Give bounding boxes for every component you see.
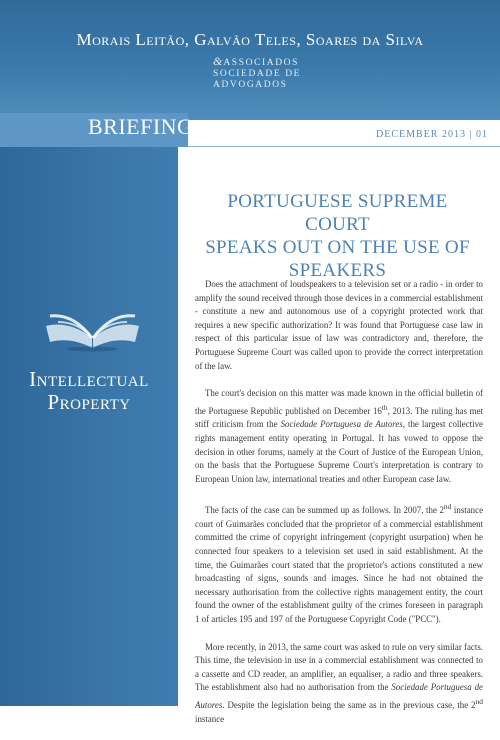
p2-text-c: , the largest collective rights management entity operating in Portugal. It has vowed to oppose the decision in other forums, namely at the Court of Justice of the European Union, on the basis that the Portuguese Supreme Court's interpretation is contrary to European Union law, international treaties and other European case law. bbox=[195, 419, 483, 484]
article-body bbox=[195, 278, 483, 740]
date-separator: | bbox=[469, 129, 473, 140]
p3-text-b: instance court of Guimarães concluded that the proprietor of a commercial establishment committed the crime of copyright infringement (copyright usurpation) when he connected four speakers to a television set used in said establishment. At the time, the Guimarães court stated that the proprietor's actions constituted a new broadcasting of signs, sounds and images. Since he had not obtained the necessary authorisation from the collective rights management entity, the court found the owner of the establishment guilty of the crimes foreseen in paragraph 1 of articles 195 and 197 of the Portuguese Copyright Code ("PCC"). bbox=[195, 505, 484, 624]
date-text: DECEMBER 2013 bbox=[376, 129, 466, 140]
topic-heading bbox=[0, 368, 178, 414]
associados-label: ASSOCIADOS bbox=[223, 58, 299, 68]
topic-line-2: Property bbox=[47, 390, 131, 414]
paragraph-3 bbox=[195, 500, 483, 626]
p2-italic: Sociedade Portuguesa de Autores bbox=[280, 419, 403, 430]
p2-text-b: , 2013. The ruling has met stiff criticism from the bbox=[195, 405, 483, 430]
ampersand: & bbox=[213, 54, 223, 68]
p4-sup: nd bbox=[475, 696, 483, 706]
briefing-divider bbox=[188, 146, 500, 147]
p3-sup: nd bbox=[443, 502, 452, 512]
topic-line-1: Intellectual bbox=[29, 367, 149, 391]
sidebar bbox=[0, 147, 178, 706]
p3-text-a: The facts of the case can be summed up as follows. In 2007, the 2 bbox=[205, 505, 444, 516]
paragraph-2 bbox=[195, 387, 483, 486]
title-line-1: PORTUGUESE SUPREME COURT bbox=[227, 191, 448, 235]
issue-number: 01 bbox=[476, 129, 488, 140]
p2-sup: th bbox=[381, 402, 388, 412]
title-line-3: SPEAKERS bbox=[288, 260, 387, 281]
paragraph-4 bbox=[195, 641, 483, 727]
firm-subtitle bbox=[213, 56, 301, 91]
p4-text-c: instance bbox=[195, 713, 225, 724]
sociedade-label: SOCIEDADE DE bbox=[213, 69, 302, 79]
title-line-2: SPEAKS OUT ON THE USE OF bbox=[205, 237, 470, 258]
article-title bbox=[195, 190, 480, 282]
briefing-label: BRIEFING bbox=[88, 114, 194, 139]
firm-name: Morais Leitão, Galvão Teles, Soares da Silva bbox=[76, 30, 424, 49]
paragraph-1: Does the attachment of loudspeakers to a television set or a radio - in order to amplify the sound received through those devices in a commercial establishment - constitute a new and autonomous use of a copyright protected work that requires a new specific authorization? It was found that Portuguese case law in respect of this particular issue of law was contradictory and, therefore, the Portuguese Supreme Court was called upon to provide the correct interpretation of the law. bbox=[195, 279, 483, 371]
p4-text-b: . Despite the legislation being the same as in the previous case, the 2 bbox=[222, 699, 476, 710]
issue-date bbox=[376, 129, 488, 140]
p4-text-a: More recently, in 2013, the same court was asked to rule on very similar facts. This time, the television in use in a commercial establishment was connected to a cassette and CD reader, an amplifier, an equaliser, a radio and three speakers. The establishment also had no authorisation from the bbox=[195, 641, 483, 693]
open-book-icon bbox=[40, 308, 145, 352]
advogados-label: ADVOGADOS bbox=[213, 80, 288, 90]
p4-italic: Sociedade Portuguesa de Autores bbox=[195, 682, 483, 710]
p2-text-a: The court's decision on this matter was made known in the official bulletin of the Portuguese Republic published on December 16 bbox=[195, 388, 483, 416]
